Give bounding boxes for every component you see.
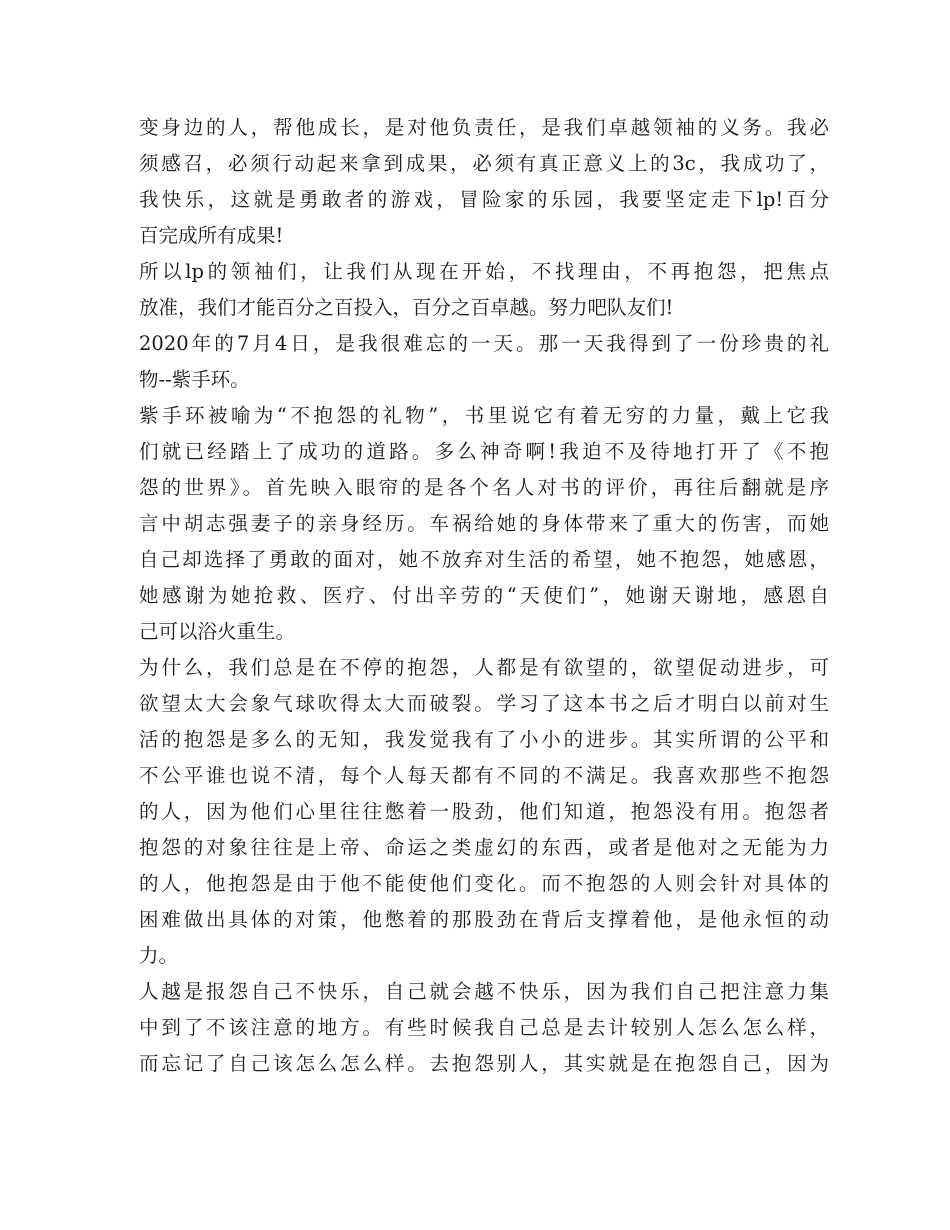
text-line: 为什么，我们总是在不停的抱怨，人都是有欲望的，欲望促动进步，可	[139, 656, 829, 679]
text-line: 力。	[139, 944, 179, 967]
text-line: 抱怨的对象往往是上帝、命运之类虚幻的东西，或者是他对之无能为力	[139, 836, 829, 859]
text-line: 活的抱怨是多么的无知，我发觉我有了小小的进步。其实所谓的公平和	[139, 728, 829, 751]
text-line: 物--紫手环。	[139, 368, 250, 391]
text-line: 言中胡志强妻子的亲身经历。车祸给她的身体带来了重大的伤害，而她	[139, 512, 829, 535]
text-line: 不公平谁也说不清，每个人每天都有不同的不满足。我喜欢那些不抱怨	[139, 764, 829, 787]
text-line: 己可以浴火重生。	[139, 620, 296, 643]
text-line: 们就已经踏上了成功的道路。多么神奇啊!我迫不及待地打开了《不抱	[139, 440, 829, 463]
text-line: 她感谢为她抢救、医疗、付出辛劳的“天使们”，她谢天谢地，感恩自	[139, 584, 829, 607]
text-line: 紫手环被喻为“不抱怨的礼物”，书里说它有着无穷的力量，戴上它我	[139, 404, 829, 427]
text-line: 的人，他抱怨是由于他不能使他们变化。而不抱怨的人则会针对具体的	[139, 872, 829, 895]
text-line: 百完成所有成果!	[139, 224, 284, 247]
text-line: 所以lp的领袖们，让我们从现在开始，不找理由，不再抱怨，把焦点	[139, 260, 829, 283]
document-body	[139, 110, 829, 1082]
text-line: 怨的世界》。首先映入眼帘的是各个名人对书的评价，再往后翻就是序	[139, 476, 829, 499]
text-line: 人越是报怨自己不快乐，自己就会越不快乐，因为我们自己把注意力集	[139, 980, 829, 1003]
text-line: 的人，因为他们心里往往憋着一股劲，他们知道，抱怨没有用。抱怨者	[139, 800, 829, 823]
text-line: 欲望太大会象气球吹得太大而破裂。学习了这本书之后才明白以前对生	[139, 692, 829, 715]
text-line: 而忘记了自己该怎么怎么样。去抱怨别人，其实就是在抱怨自己，因为	[139, 1052, 829, 1075]
text-line: 困难做出具体的对策，他憋着的那股劲在背后支撑着他，是他永恒的动	[139, 908, 829, 931]
text-line: 须感召，必须行动起来拿到成果，必须有真正意义上的3c，我成功了，	[139, 152, 829, 175]
text-line: 自己却选择了勇敢的面对，她不放弃对生活的希望，她不抱怨，她感恩，	[139, 548, 829, 571]
text-line: 2020年的7月4日，是我很难忘的一天。那一天我得到了一份珍贵的礼	[139, 332, 829, 355]
text-line: 变身边的人，帮他成长，是对他负责任，是我们卓越领袖的义务。我必	[139, 116, 829, 139]
text-line: 中到了不该注意的地方。有些时候我自己总是去计较别人怎么怎么样，	[139, 1016, 829, 1039]
text-line: 我快乐，这就是勇敢者的游戏，冒险家的乐园，我要坚定走下lp!百分	[139, 188, 829, 211]
text-line: 放准，我们才能百分之百投入，百分之百卓越。努力吧队友们!	[139, 296, 674, 319]
